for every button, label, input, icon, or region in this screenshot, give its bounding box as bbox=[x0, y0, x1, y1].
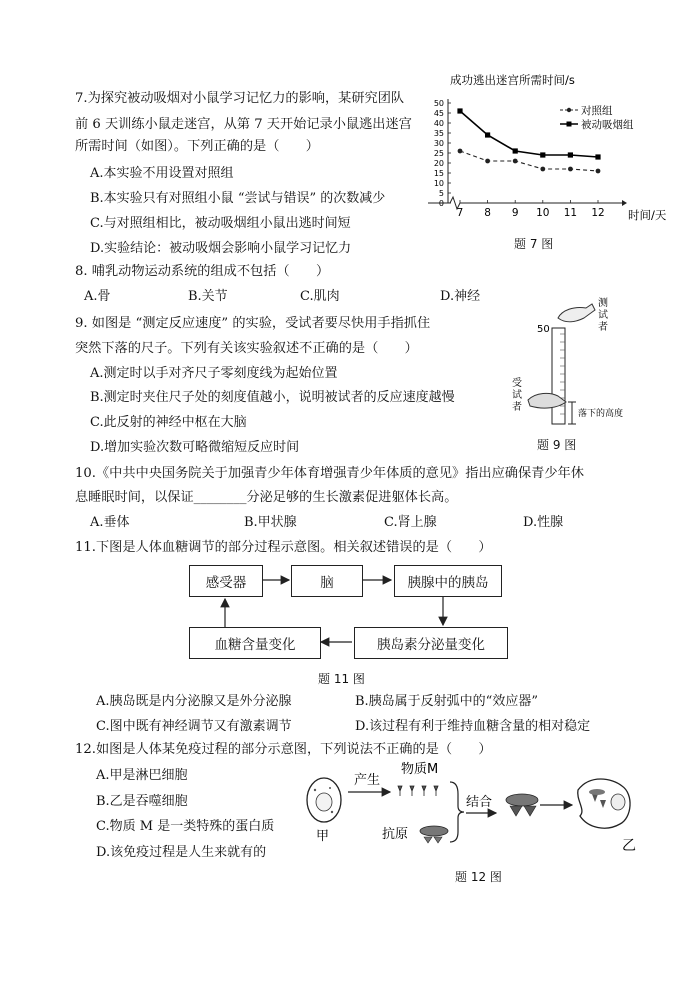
legend-marker bbox=[567, 122, 572, 127]
legend-label: 被动吸烟组 bbox=[581, 119, 634, 131]
q10-option-c: C.肾上腺 bbox=[384, 515, 437, 530]
q12-option-b: B.乙是吞噬细胞 bbox=[96, 794, 188, 809]
y-tick-label: 30 bbox=[433, 139, 444, 148]
receptor-box: 感受器 bbox=[189, 565, 263, 597]
q12-option-d: D.该免疫过程是人生来就有的 bbox=[96, 845, 267, 860]
chart-legend bbox=[560, 104, 634, 131]
legend-label: 对照组 bbox=[581, 105, 613, 117]
x-tick-label: 10 bbox=[536, 207, 550, 219]
q7-option-b: B.本实验只有对照组小鼠 “尝试与错误” 的次数减少 bbox=[90, 191, 386, 206]
subject-label: 受试者 bbox=[512, 378, 522, 413]
y-tick-label: 40 bbox=[433, 119, 444, 128]
q7-stem-line2: 前 6 天训练小鼠走迷宫，从第 7 天开始记录小鼠逃出迷宫 bbox=[75, 117, 412, 132]
q12-caption: 题 12 图 bbox=[455, 870, 502, 884]
q12-option-c: C.物质 M 是一类特殊的蛋白质 bbox=[96, 819, 275, 834]
q8-option-b: B.关节 bbox=[188, 289, 228, 304]
insulin-box: 胰岛素分泌量变化 bbox=[354, 627, 508, 659]
q7-stem-line1: 7.为探究被动吸烟对小鼠学习记忆力的影响，某研究团队 bbox=[75, 91, 405, 106]
antigen-label: 抗原 bbox=[382, 827, 409, 842]
q10-stem-line1: 10.《中共中央国务院关于加强青少年体育增强青少年体质的意见》指出应确保青少年休 bbox=[75, 466, 584, 481]
q8-option-d: D.神经 bbox=[440, 289, 481, 304]
q9-ruler-figure bbox=[500, 292, 640, 432]
q10-stem-line2: 息睡眠时间，以保证________分泌足够的生长激素促进躯体长高。 bbox=[75, 490, 458, 505]
x-axis-arrow bbox=[622, 200, 627, 206]
q9-option-b: B.测定时夹住尺子处的刻度值越小，说明被试者的反应速度越慢 bbox=[90, 390, 455, 405]
q12-stem: 12.如图是人体某免疫过程的部分示意图，下列说法不正确的是（ ） bbox=[75, 742, 492, 757]
produce-label: 产生 bbox=[354, 773, 381, 788]
control-group-point bbox=[596, 169, 601, 174]
y-tick-label: 20 bbox=[433, 159, 444, 168]
control-group-point bbox=[540, 167, 545, 172]
smoking-group-point bbox=[513, 148, 518, 153]
chart-x-axis-label: 时间/天 bbox=[628, 208, 667, 222]
q8-stem: 8. 哺乳动物运动系统的组成不包括（ ） bbox=[75, 264, 330, 279]
smoking-group-point bbox=[595, 154, 600, 159]
q9-option-a: A.测定时以手对齐尺子零刻度线为起始位置 bbox=[90, 366, 338, 381]
bind-label: 结合 bbox=[466, 795, 493, 810]
smoking-group-point bbox=[485, 132, 490, 137]
q8-option-c: C.肌肉 bbox=[300, 289, 340, 304]
q12-immune-figure bbox=[300, 760, 640, 860]
tester-label: 测试者 bbox=[598, 298, 608, 333]
y-tick-label: 15 bbox=[433, 169, 444, 178]
q11-caption: 题 11 图 bbox=[318, 672, 365, 686]
q9-option-d: D.增加实验次数可略微缩短反应时间 bbox=[90, 440, 300, 455]
control-group-point bbox=[458, 149, 463, 154]
brace bbox=[450, 782, 464, 842]
control-group-line bbox=[460, 151, 598, 171]
smoking-group-line bbox=[460, 111, 598, 157]
ruler-top-label: 50 bbox=[537, 324, 550, 335]
jia-label: 甲 bbox=[316, 829, 330, 844]
q11-stem: 11.下图是人体血糖调节的部分过程示意图。相关叙述错误的是（ ） bbox=[75, 540, 492, 555]
q11-option-d: D.该过程有利于维持血糖含量的相对稳定 bbox=[355, 719, 591, 734]
q9-stem-line1: 9. 如图是 “测定反应速度” 的实验，受试者要尽快用手指抓住 bbox=[75, 316, 431, 331]
antigen-antibody-complex-icon bbox=[506, 794, 538, 816]
lymphocyte-cell-icon bbox=[307, 778, 341, 822]
x-tick-label: 8 bbox=[484, 207, 491, 219]
x-tick-label: 9 bbox=[511, 207, 519, 219]
y-tick-label: 35 bbox=[433, 129, 444, 138]
smoking-group-point bbox=[457, 108, 462, 113]
control-group-point bbox=[485, 159, 490, 164]
q8-option-a: A.骨 bbox=[84, 289, 111, 304]
antigen-icon bbox=[420, 826, 448, 843]
q12-option-a: A.甲是淋巴细胞 bbox=[96, 768, 188, 783]
y-tick-label: 50 bbox=[433, 99, 444, 108]
islet-box: 胰腺中的胰岛 bbox=[394, 565, 502, 597]
y-tick-label: 10 bbox=[433, 179, 444, 188]
x-tick-label: 12 bbox=[591, 207, 605, 219]
q9-stem-line2: 突然下落的尺子。下列有关该实验叙述不正确的是（ ） bbox=[75, 341, 418, 356]
q11-option-c: C.图中既有神经调节又有激素调节 bbox=[96, 719, 292, 734]
legend-marker bbox=[567, 108, 571, 112]
q7-option-a: A.本实验不用设置对照组 bbox=[90, 166, 234, 181]
q10-option-b: B.甲状腺 bbox=[244, 515, 297, 530]
y-tick-label: 5 bbox=[438, 189, 444, 198]
smoking-group-point bbox=[540, 152, 545, 157]
ruler bbox=[552, 328, 565, 424]
q7-caption: 题 7 图 bbox=[514, 237, 554, 251]
q7-stem-line3: 所需时间（如图）。下列正确的是（ ） bbox=[75, 139, 319, 154]
q7-option-c: C.与对照组相比，被动吸烟组小鼠出逃时间短 bbox=[90, 216, 351, 231]
q9-option-c: C.此反射的神经中枢在大脑 bbox=[90, 415, 247, 430]
y-tick-label: 45 bbox=[433, 109, 444, 118]
q11-option-a: A.胰岛既是内分泌腺又是外分泌腺 bbox=[96, 694, 292, 709]
x-tick-label: 11 bbox=[563, 207, 578, 219]
q11-option-b: B.胰岛属于反射弧中的“效应器” bbox=[355, 694, 538, 709]
smoking-group-point bbox=[568, 152, 573, 157]
q7-option-d: D.实验结论：被动吸烟会影响小鼠学习记忆力 bbox=[90, 241, 352, 256]
yi-label: 乙 bbox=[622, 838, 636, 854]
antibody-icons bbox=[398, 786, 438, 796]
y-tick-label: 25 bbox=[433, 149, 444, 158]
glucose-box: 血糖含量变化 bbox=[189, 627, 321, 659]
q7-line-chart bbox=[410, 70, 680, 230]
phagocyte-cell-icon bbox=[578, 779, 630, 828]
control-group-point bbox=[568, 167, 573, 172]
q10-option-a: A.垂体 bbox=[90, 515, 130, 530]
q10-option-d: D.性腺 bbox=[523, 515, 564, 530]
brain-box: 脑 bbox=[291, 565, 363, 597]
drop-height-label: 落下的高度 bbox=[578, 409, 624, 419]
control-group-point bbox=[513, 159, 518, 164]
chart-title: 成功逃出迷宫所需时间/s bbox=[450, 73, 575, 87]
substance-m-label: 物质M bbox=[401, 762, 439, 777]
q9-caption: 题 9 图 bbox=[537, 438, 577, 452]
x-tick-label: 7 bbox=[456, 207, 464, 219]
tester-hand-icon bbox=[558, 304, 595, 322]
y-tick-label: 0 bbox=[438, 199, 444, 208]
chart-series bbox=[457, 108, 600, 173]
